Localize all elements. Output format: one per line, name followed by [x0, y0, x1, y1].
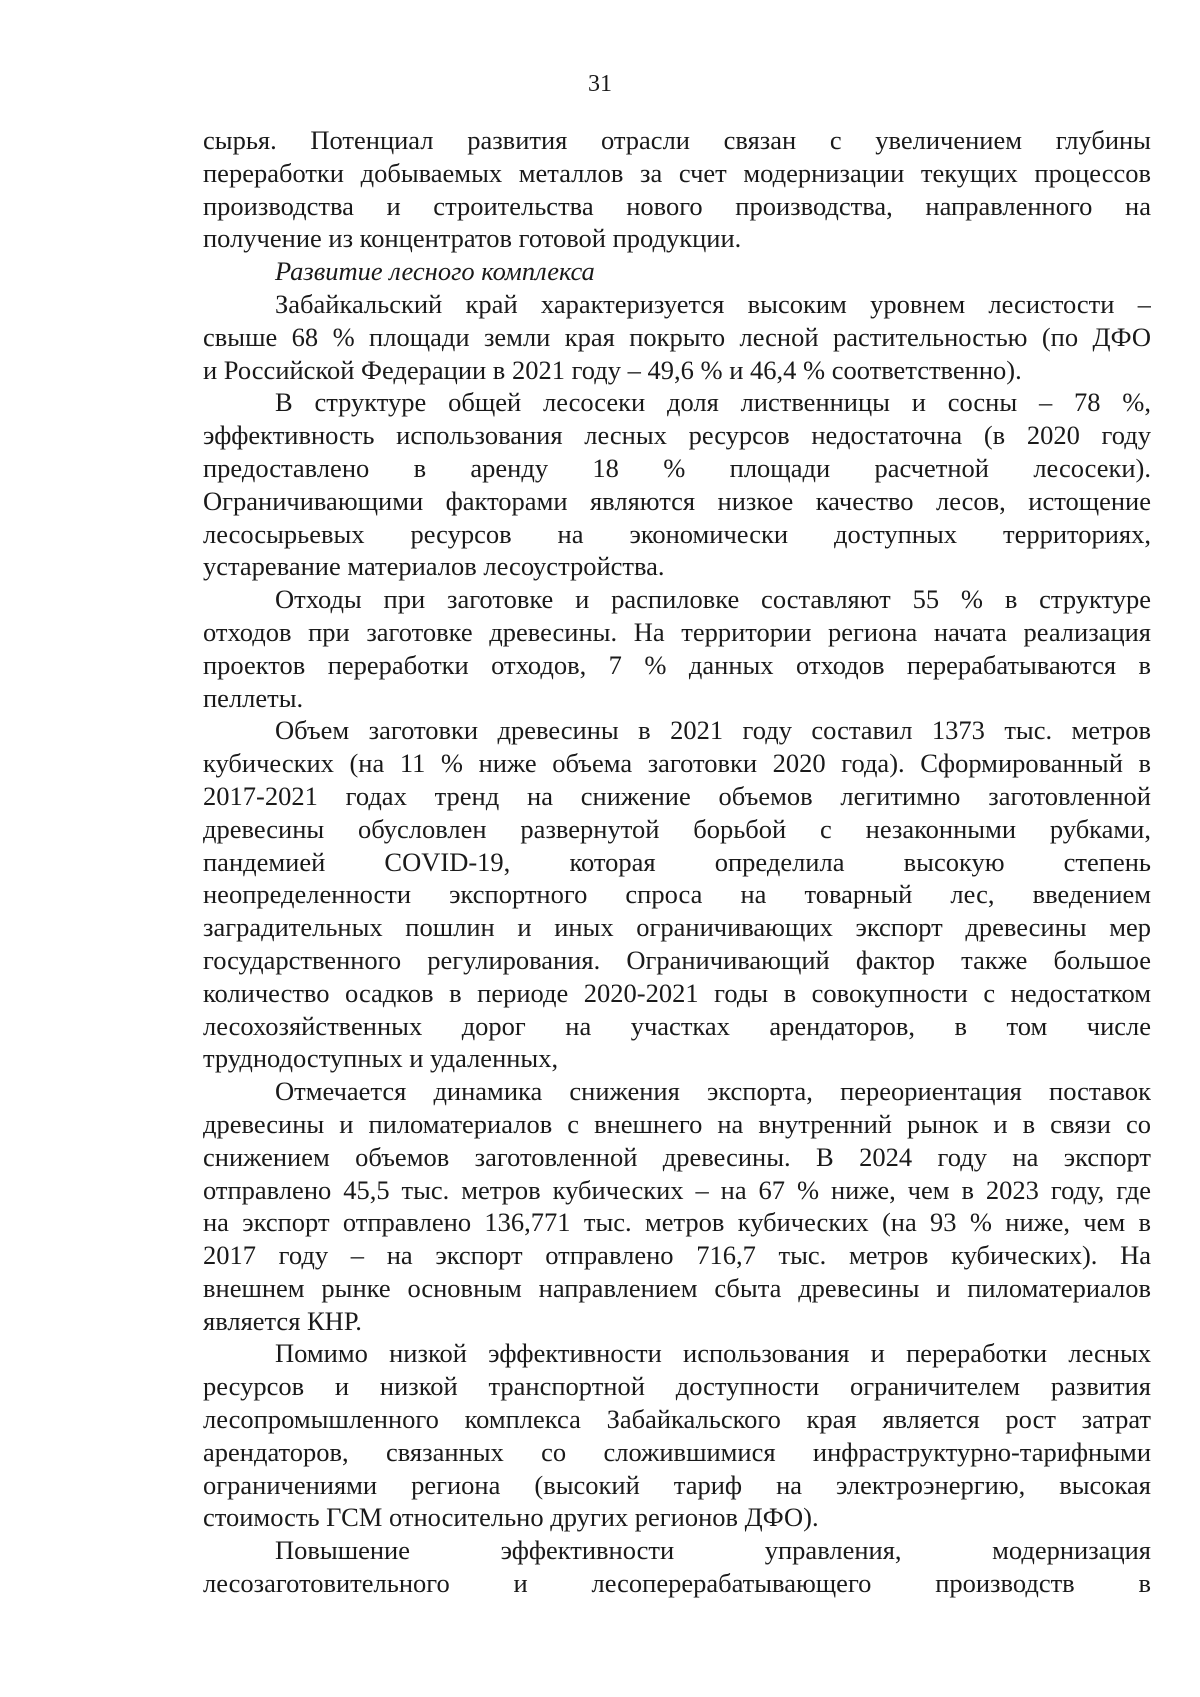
- text-line: проектов переработки отходов, 7 % данных отходов перерабатываются в: [203, 649, 1151, 680]
- text-line: является КНР.: [203, 1305, 362, 1336]
- text-line: лесосырьевых ресурсов на экономически доступных территориях,: [203, 518, 1151, 549]
- text-line: арендаторов, связанных со сложившимися инфраструктурно-тарифными: [203, 1436, 1151, 1467]
- text-line: производства и строительства нового производства, направленного на: [203, 190, 1151, 221]
- text-line: ограничениями региона (высокий тариф на электроэнергию, высокая: [203, 1469, 1151, 1500]
- text-line: ресурсов и низкой транспортной доступности ограничителем развития: [203, 1371, 1151, 1402]
- text-line: пеллеты.: [203, 682, 304, 713]
- document-body: [203, 124, 1151, 1600]
- text-line: предоставлено в аренду 18 % площади расчетной лесосеки).: [203, 452, 1151, 483]
- text-line: на экспорт отправлено 136,771 тыс. метров кубических (на 93 % ниже, чем в: [203, 1207, 1151, 1238]
- text-line: 2017-2021 годах тренд на снижение объемов легитимно заготовленной: [203, 780, 1151, 811]
- text-line: государственного регулирования. Ограничивающий фактор также большое: [203, 944, 1151, 975]
- text-line: заградительных пошлин и иных ограничивающих экспорт древесины мер: [203, 912, 1151, 943]
- text-line: переработки добываемых металлов за счет модернизации текущих процессов: [203, 157, 1151, 188]
- text-line: Отмечается динамика снижения экспорта, переориентация поставок: [275, 1076, 1151, 1107]
- text-line: древесины обусловлен развернутой борьбой с незаконными рубками,: [203, 813, 1151, 844]
- text-line: Повышение эффективности управления, модернизация: [275, 1535, 1151, 1566]
- text-line: свыше 68 % площади земли края покрыто лесной растительностью (по ДФО: [203, 321, 1151, 352]
- section-heading: Развитие лесного комплекса: [275, 256, 595, 287]
- text-line: получение из концентратов готовой продукции.: [203, 223, 742, 254]
- text-line: лесохозяйственных дорог на участках арендаторов, в том числе: [203, 1010, 1151, 1041]
- text-line: отправлено 45,5 тыс. метров кубических – на 67 % ниже, чем в 2023 году, где: [203, 1174, 1151, 1205]
- text-line: лесопромышленного комплекса Забайкальского края является рост затрат: [203, 1404, 1151, 1435]
- text-line: Объем заготовки древесины в 2021 году составил 1373 тыс. метров: [275, 715, 1151, 746]
- text-line: отходов при заготовке древесины. На территории региона начата реализация: [203, 616, 1151, 647]
- page-number: 31: [588, 71, 612, 97]
- text-line: древесины и пиломатериалов с внешнего на внутренний рынок и в связи со: [203, 1108, 1151, 1139]
- text-line: стоимость ГСМ относительно других регионов ДФО).: [203, 1502, 819, 1533]
- text-line: и Российской Федерации в 2021 году – 49,6 % и 46,4 % соответственно).: [203, 354, 1022, 385]
- text-line: внешнем рынке основным направлением сбыта древесины и пиломатериалов: [203, 1272, 1151, 1303]
- text-line: Помимо низкой эффективности использования и переработки лесных: [275, 1338, 1151, 1369]
- text-line: количество осадков в периоде 2020-2021 годы в совокупности с недостатком: [203, 977, 1151, 1008]
- text-line: лесозаготовительного и лесоперерабатывающего производств в: [203, 1568, 1151, 1599]
- text-line: устаревание материалов лесоустройства.: [203, 551, 665, 582]
- text-line: Отходы при заготовке и распиловке составляют 55 % в структуре: [275, 584, 1151, 615]
- text-line: снижением объемов заготовленной древесины. В 2024 году на экспорт: [203, 1141, 1151, 1172]
- text-line: труднодоступных и удаленных,: [203, 1043, 559, 1074]
- text-line: неопределенности экспортного спроса на товарный лес, введением: [203, 879, 1151, 910]
- text-line: В структуре общей лесосеки доля лиственницы и сосны – 78 %,: [275, 387, 1151, 418]
- text-line: кубических (на 11 % ниже объема заготовки 2020 года). Сформированный в: [203, 748, 1151, 779]
- text-line: сырья. Потенциал развития отрасли связан с увеличением глубины: [203, 125, 1151, 155]
- text-line: Ограничивающими факторами являются низкое качество лесов, истощение: [203, 485, 1151, 516]
- text-line: Забайкальский край характеризуется высоким уровнем лесистости –: [275, 288, 1151, 319]
- text-line: пандемией COVID-19, которая определила высокую степень: [203, 846, 1151, 877]
- text-line: 2017 году – на экспорт отправлено 716,7 тыс. метров кубических). На: [203, 1240, 1151, 1271]
- text-line: эффективность использования лесных ресурсов недостаточна (в 2020 году: [203, 420, 1151, 451]
